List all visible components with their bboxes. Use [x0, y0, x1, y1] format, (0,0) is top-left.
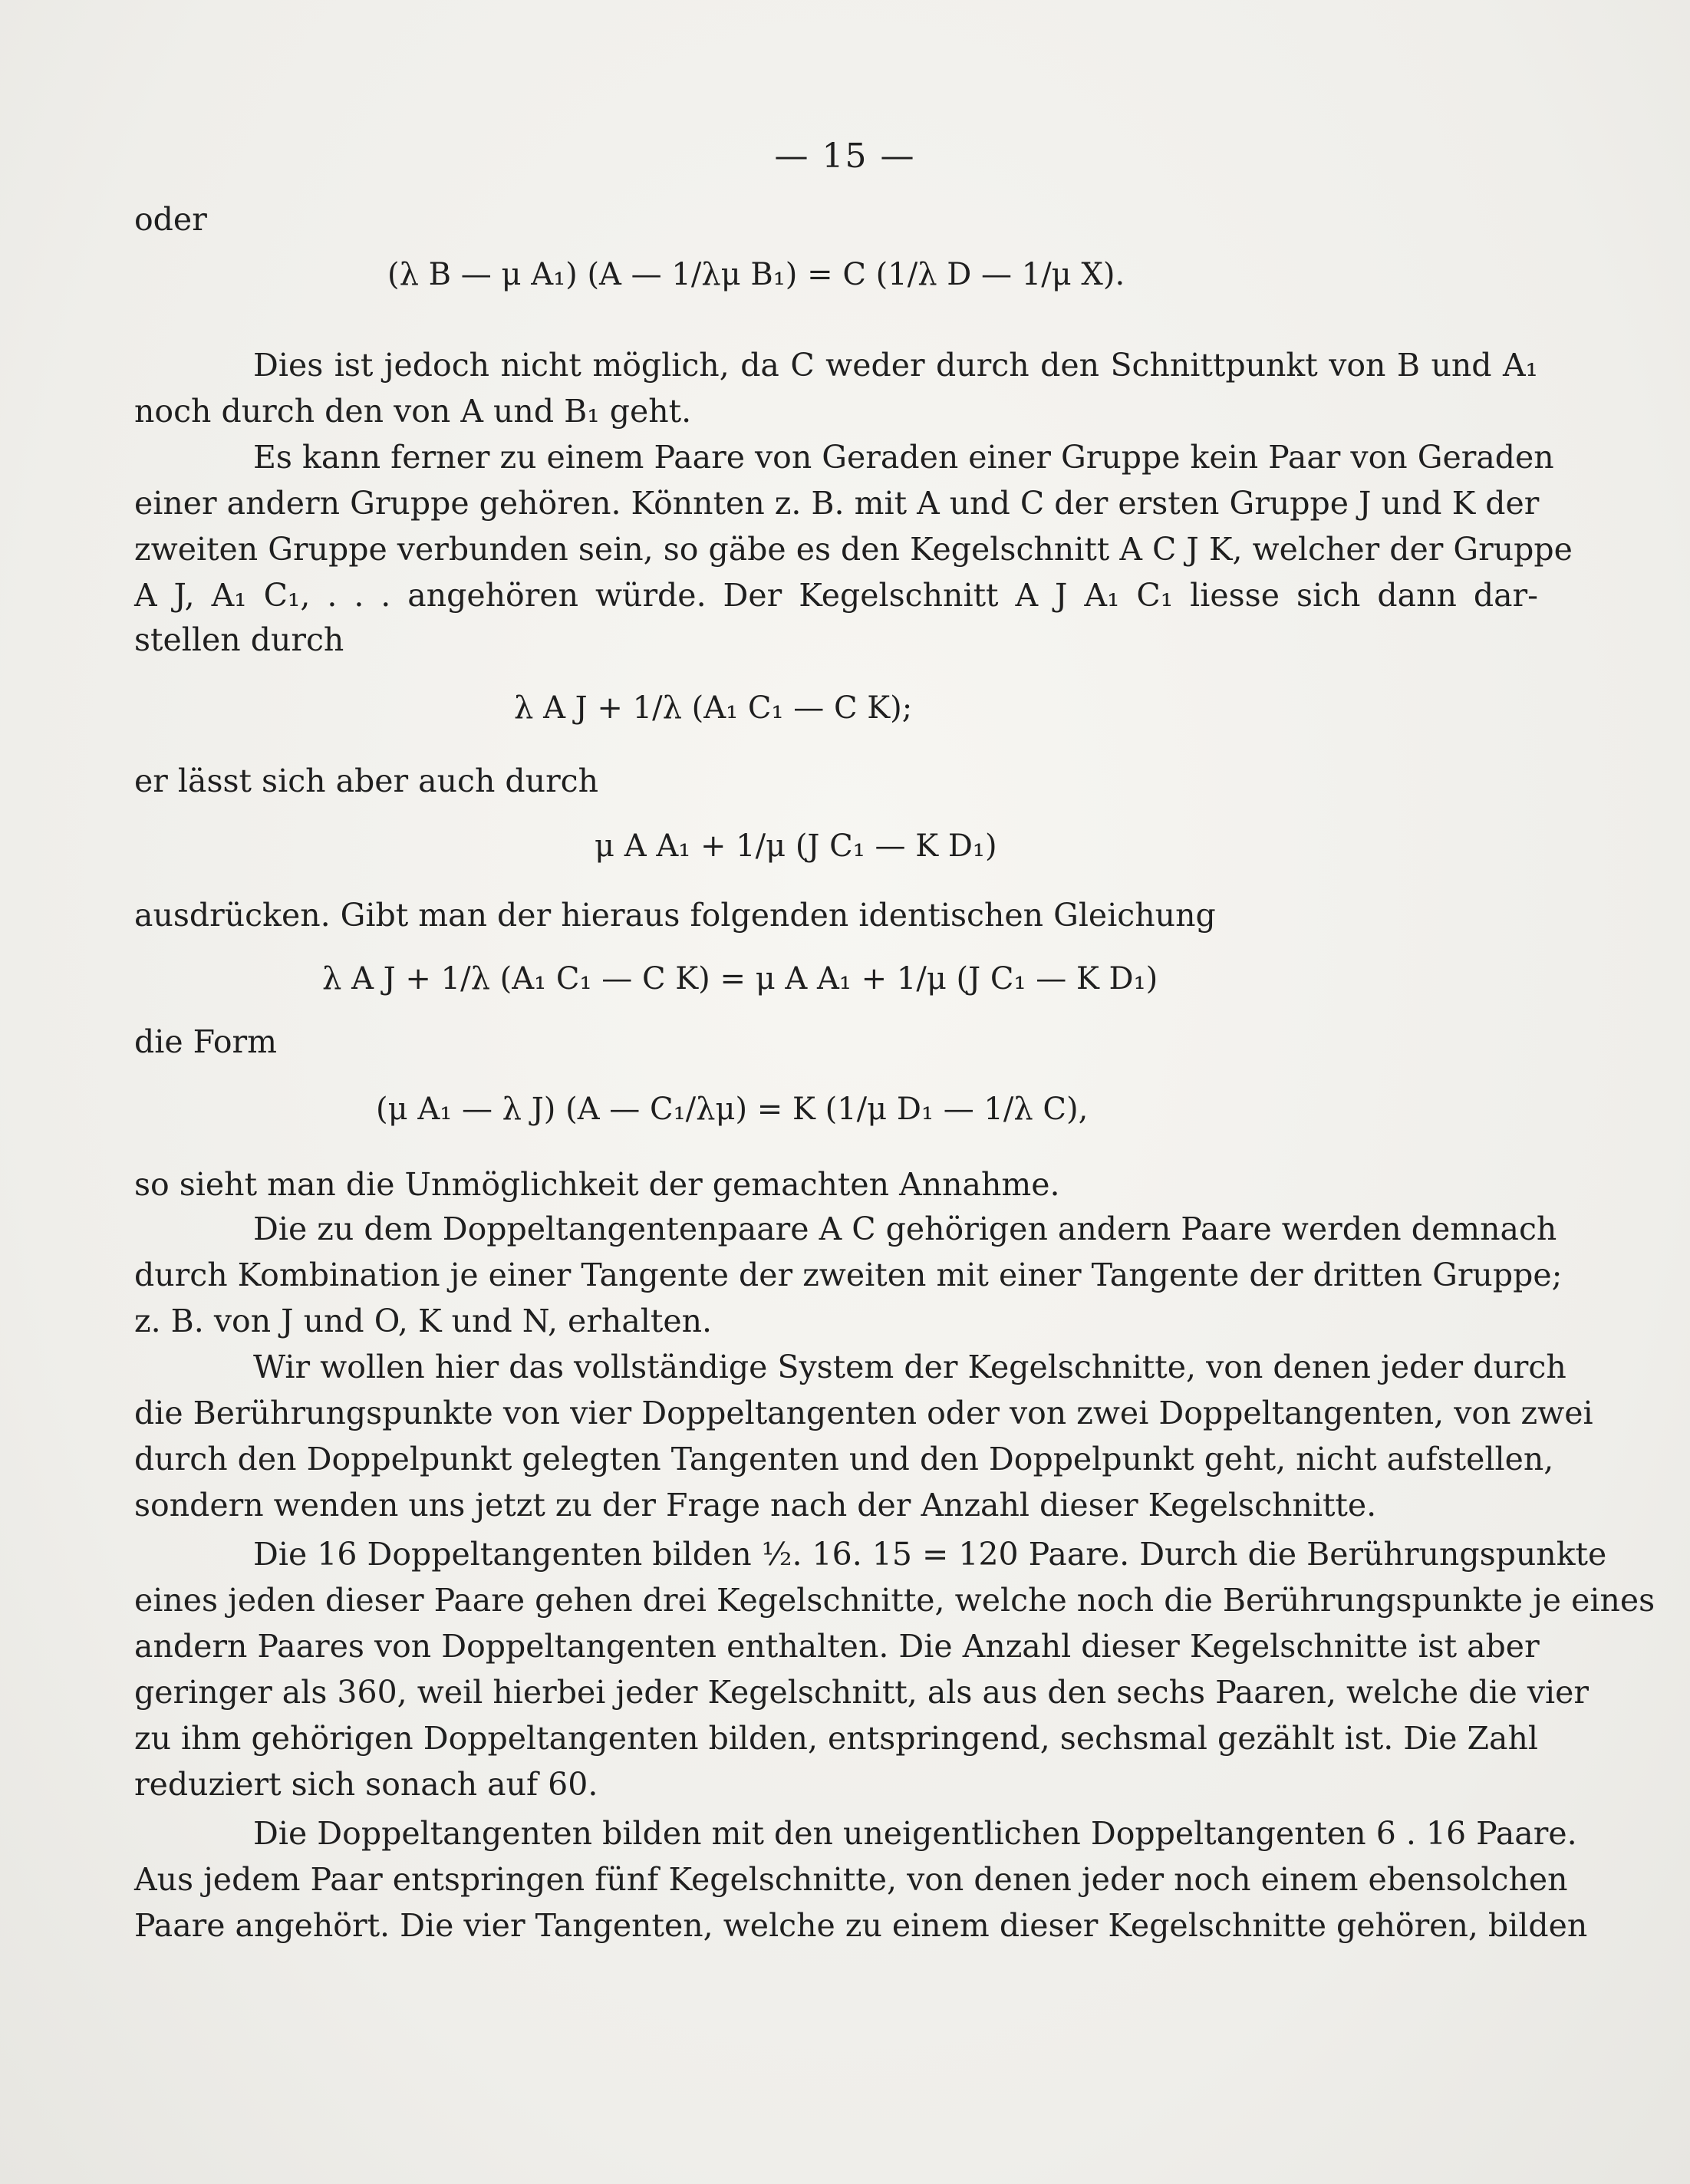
text-line: noch durch den von A und B₁ geht. [134, 393, 692, 430]
text-line: durch Kombination je einer Tangente der zweiten mit einer Tangente der dritten Gruppe; [134, 1257, 1563, 1293]
text-line: zweiten Gruppe verbunden sein, so gäbe es den Kegelschnitt A C J K, welcher der Gruppe [134, 531, 1573, 568]
text-line: eines jeden dieser Paare gehen drei Kegelschnitte, welche noch die Berührungspunkte je eines [134, 1582, 1655, 1619]
text-line: Die zu dem Doppeltangentenpaare A C gehörigen andern Paare werden demnach [253, 1211, 1557, 1247]
text-line: Dies ist jedoch nicht möglich, da C weder durch den Schnittpunkt von B und A₁ [253, 347, 1538, 384]
text-line: sondern wenden uns jetzt zu der Frage nach der Anzahl dieser Kegelschnitte. [134, 1487, 1377, 1524]
text-line: Die 16 Doppeltangenten bilden ½. 16. 15 = 120 Paare. Durch die Berührungspunkte [253, 1536, 1607, 1573]
text-line: so sieht man die Unmöglichkeit der gemachten Annahme. [134, 1166, 1060, 1203]
text-line: ausdrücken. Gibt man der hieraus folgenden identischen Gleichung [134, 897, 1216, 934]
text-line: durch den Doppelpunkt gelegten Tangenten und den Doppelpunkt geht, nicht aufstellen, [134, 1441, 1554, 1477]
text-line: reduziert sich sonach auf 60. [134, 1766, 598, 1803]
text-line: A J, A₁ C₁, . . . angehören würde. Der Kegelschnitt A J A₁ C₁ liesse sich dann dar- [134, 577, 1538, 614]
text-line: Aus jedem Paar entspringen fünf Kegelschnitte, von denen jeder noch einem ebensolchen [134, 1861, 1568, 1898]
text-line: Die Doppeltangenten bilden mit den uneigentlichen Doppeltangenten 6 . 16 Paare. [253, 1815, 1577, 1852]
equation-5: (μ A₁ — λ J) (A — C₁/λμ) = K (1/μ D₁ — 1/λ C), [376, 1092, 1089, 1127]
text-line: er lässt sich aber auch durch [134, 763, 599, 799]
text-line: zu ihm gehörigen Doppeltangenten bilden, entspringend, sechsmal gezählt ist. Die Zahl [134, 1720, 1538, 1757]
text-line: Paare angehört. Die vier Tangenten, welche zu einem dieser Kegelschnitte gehören, bilden [134, 1907, 1588, 1944]
equation-4: λ A J + 1/λ (A₁ C₁ — C K) = μ A A₁ + 1/μ (J C₁ — K D₁) [322, 961, 1158, 996]
text-line: andern Paares von Doppeltangenten enthalten. Die Anzahl dieser Kegelschnitte ist aber [134, 1628, 1540, 1665]
text-line: die Form [134, 1023, 278, 1060]
text-line: die Berührungspunkte von vier Doppeltangenten oder von zwei Doppeltangenten, von zwei [134, 1395, 1593, 1431]
text-line: geringer als 360, weil hierbei jeder Kegelschnitt, als aus den sechs Paaren, welche die vier [134, 1674, 1589, 1711]
page-number: — 15 — [774, 137, 916, 176]
equation-3: μ A A₁ + 1/μ (J C₁ — K D₁) [595, 828, 997, 864]
text-line: stellen durch [134, 621, 344, 658]
equation-1: (λ B — μ A₁) (A — 1/λμ B₁) = C (1/λ D — 1/μ X). [387, 257, 1125, 292]
text-line: oder [134, 201, 207, 238]
text-line: Es kann ferner zu einem Paare von Geraden einer Gruppe kein Paar von Geraden [253, 439, 1554, 476]
equation-2: λ A J + 1/λ (A₁ C₁ — C K); [514, 690, 913, 726]
text-line: einer andern Gruppe gehören. Könnten z. B. mit A und C der ersten Gruppe J und K der [134, 485, 1540, 522]
text-line: z. B. von J und O, K und N, erhalten. [134, 1303, 713, 1339]
text-line: Wir wollen hier das vollständige System der Kegelschnitte, von denen jeder durch [253, 1349, 1566, 1385]
